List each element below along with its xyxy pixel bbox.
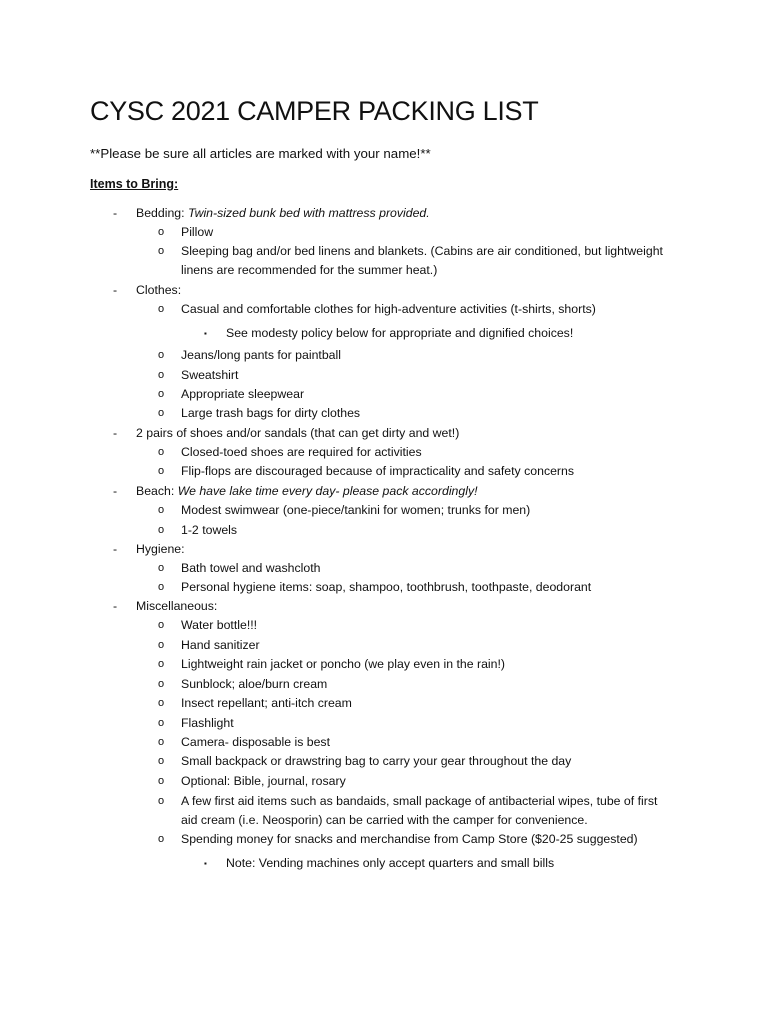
list-item: Water bottle!!! bbox=[181, 618, 258, 632]
list-item: Closed-toed shoes are required for activities bbox=[181, 445, 422, 459]
circle-marker: o bbox=[158, 465, 165, 477]
bedding-label: Bedding: bbox=[136, 206, 188, 220]
bedding-detail: Twin-sized bunk bed with mattress provided. bbox=[187, 206, 430, 220]
list-item: See modesty policy below for appropriate and dignified choices! bbox=[226, 326, 574, 340]
circle-marker: o bbox=[158, 562, 165, 574]
circle-marker: o bbox=[158, 388, 165, 400]
list-item: Sleeping bag and/or bed linens and blankets. (Cabins are air conditioned, but lightweight bbox=[181, 244, 663, 258]
circle-marker: o bbox=[158, 755, 165, 767]
list-item: Flashlight bbox=[181, 716, 234, 730]
list-item: Hand sanitizer bbox=[181, 638, 260, 652]
circle-marker: o bbox=[158, 407, 165, 419]
dash-marker: - bbox=[113, 542, 118, 556]
list-item-bedding bbox=[136, 204, 430, 223]
circle-marker: o bbox=[158, 349, 165, 361]
circle-marker: o bbox=[158, 581, 165, 593]
dash-marker: - bbox=[113, 206, 118, 220]
dash-marker: - bbox=[113, 599, 118, 613]
list-item-clothes: Clothes: bbox=[136, 283, 182, 297]
list-item-shoes: 2 pairs of shoes and/or sandals (that can get dirty and wet!) bbox=[136, 426, 460, 440]
list-item: Note: Vending machines only accept quarters and small bills bbox=[226, 856, 555, 870]
list-item: Pillow bbox=[181, 225, 214, 239]
list-item-beach bbox=[136, 482, 478, 501]
circle-marker: o bbox=[158, 446, 165, 458]
list-item: Small backpack or drawstring bag to carry your gear throughout the day bbox=[181, 754, 572, 768]
page-title: CYSC 2021 CAMPER PACKING LIST bbox=[90, 96, 539, 126]
list-item: Spending money for snacks and merchandise from Camp Store ($20-25 suggested) bbox=[181, 832, 638, 846]
name-label-note: **Please be sure all articles are marked with your name!** bbox=[90, 146, 431, 161]
items-heading: Items to Bring: bbox=[90, 177, 179, 191]
list-item: Flip-flops are discouraged because of impracticality and safety concerns bbox=[181, 464, 575, 478]
list-item-miscellaneous: Miscellaneous: bbox=[136, 599, 218, 613]
circle-marker: o bbox=[158, 833, 165, 845]
square-bullet-marker: ▪ bbox=[204, 859, 207, 868]
list-item: Modest swimwear (one-piece/tankini for women; trunks for men) bbox=[181, 503, 531, 517]
list-item: A few first aid items such as bandaids, small package of antibacterial wipes, tube of first bbox=[181, 794, 658, 808]
circle-marker: o bbox=[158, 226, 165, 238]
list-item: Optional: Bible, journal, rosary bbox=[181, 774, 346, 788]
circle-marker: o bbox=[158, 504, 165, 516]
circle-marker: o bbox=[158, 658, 165, 670]
dash-marker: - bbox=[113, 283, 118, 297]
circle-marker: o bbox=[158, 303, 165, 315]
square-bullet-marker: ▪ bbox=[204, 329, 207, 338]
list-item: Camera- disposable is best bbox=[181, 735, 330, 749]
circle-marker: o bbox=[158, 697, 165, 709]
list-item-continuation: aid cream (i.e. Neosporin) can be carried with the camper for convenience. bbox=[181, 813, 588, 827]
list-item: Insect repellant; anti-itch cream bbox=[181, 696, 352, 710]
list-item: Large trash bags for dirty clothes bbox=[181, 406, 361, 420]
circle-marker: o bbox=[158, 639, 165, 651]
circle-marker: o bbox=[158, 775, 165, 787]
list-item: Lightweight rain jacket or poncho (we play even in the rain!) bbox=[181, 657, 506, 671]
list-item: Personal hygiene items: soap, shampoo, toothbrush, toothpaste, deodorant bbox=[181, 580, 592, 594]
circle-marker: o bbox=[158, 245, 165, 257]
list-item: Sunblock; aloe/burn cream bbox=[181, 677, 328, 691]
dash-marker: - bbox=[113, 426, 118, 440]
beach-label: Beach: bbox=[136, 484, 178, 498]
circle-marker: o bbox=[158, 717, 165, 729]
circle-marker: o bbox=[158, 524, 165, 536]
list-item-continuation: linens are recommended for the summer heat.) bbox=[181, 263, 438, 277]
list-item: 1-2 towels bbox=[181, 523, 238, 537]
list-item: Bath towel and washcloth bbox=[181, 561, 321, 575]
list-item: Appropriate sleepwear bbox=[181, 387, 305, 401]
list-item: Sweatshirt bbox=[181, 368, 239, 382]
list-item: Casual and comfortable clothes for high-adventure activities (t-shirts, shorts) bbox=[181, 302, 596, 316]
circle-marker: o bbox=[158, 369, 165, 381]
circle-marker: o bbox=[158, 619, 165, 631]
beach-detail: We have lake time every day- please pack accordingly! bbox=[177, 484, 478, 498]
circle-marker: o bbox=[158, 795, 165, 807]
circle-marker: o bbox=[158, 736, 165, 748]
circle-marker: o bbox=[158, 678, 165, 690]
list-item-hygiene: Hygiene: bbox=[136, 542, 185, 556]
list-item: Jeans/long pants for paintball bbox=[181, 348, 341, 362]
dash-marker: - bbox=[113, 484, 118, 498]
